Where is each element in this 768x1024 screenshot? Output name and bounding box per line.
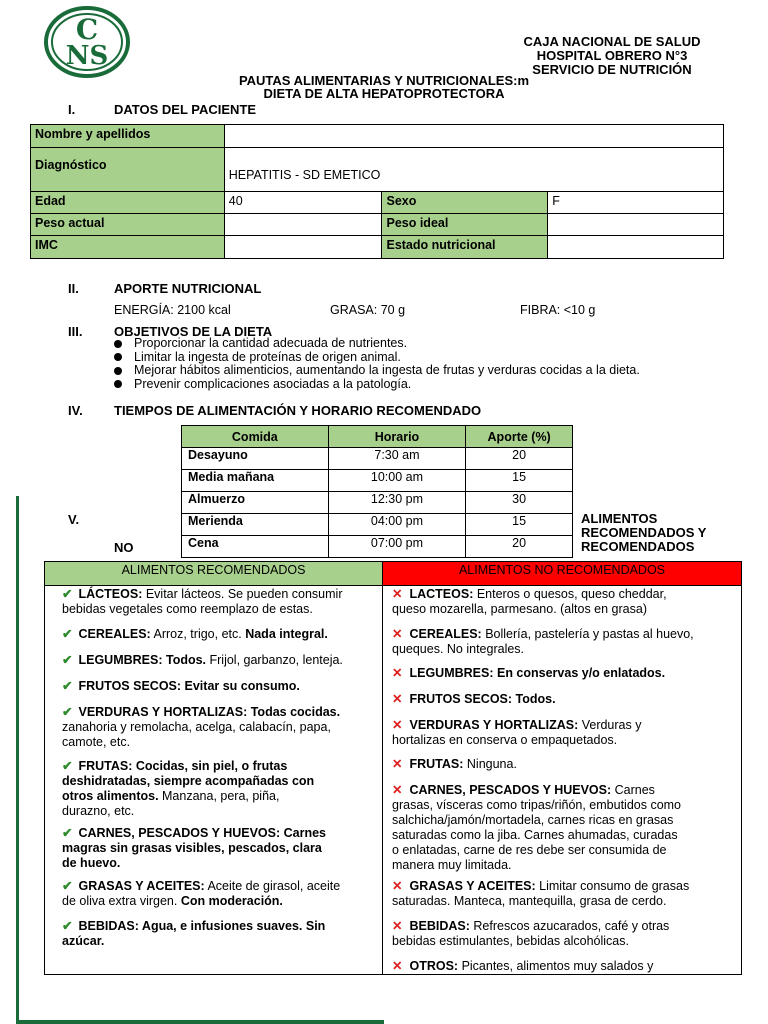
diagnosis-value: HEPATITIS - SD EMETICO [224,148,723,192]
section-1-number: I. [68,102,76,117]
section-3-title: OBJETIVOS DE LA DIETA [114,324,273,339]
doc-title-2: DIETA DE ALTA HEPATOPROTECTORA [263,86,505,101]
check-icon: ✔ [62,653,73,667]
bullet-icon [114,340,122,348]
doc-title-1: PAUTAS ALIMENTARIAS Y NUTRICIONALES:m [238,73,530,88]
cross-icon: ✕ [392,783,403,797]
decorative-border-vertical [16,496,19,1024]
bullet-icon [114,353,122,361]
schedule-header-time: Horario [328,426,466,448]
weight-label: Peso actual [31,214,225,236]
bullet-icon [114,367,122,375]
norec-cereals: ✕ CEREALES: Bollería, pastelería y pastas al huevo, queques. No integrales. [392,627,694,656]
column-divider [382,585,383,974]
section-3-number: III. [68,324,83,339]
name-value [224,125,723,148]
norec-meats: ✕ CARNES, PESCADOS Y HUEVOS: Carnes grasas, vísceras como tripas/riñón, embutidos como salchicha/jamón/mortadela, carnes ricas en grasas saturadas como la jiba. Carnes ahumadas, curadas o enlatadas, carne de res debe ser consumida de manera muy limitada. [392,783,682,872]
norec-legumes: ✕ LEGUMBRES: En conservas y/o enlatados. [392,666,666,680]
food-table [44,561,742,975]
org-line-1: CAJA NACIONAL DE SALUD [523,34,701,49]
table-row: Cena 07:00 pm 20 [182,536,573,558]
age-value: 40 [224,192,382,214]
not-recommended-header: ALIMENTOS NO RECOMENDADOS [383,562,741,586]
norec-dairy: ✕ LACTEOS: Enteros o quesos, queso cheddar, queso mozarella, parmesano. (altos en grasa) [392,587,667,616]
check-icon: ✔ [62,587,73,601]
svg-text:NS: NS [65,41,109,71]
svg-text:C: C [75,13,99,46]
table-row: Media mañana 10:00 am 15 [182,470,573,492]
section-4-number: IV. [68,403,83,418]
objectives-list [112,337,640,391]
table-row: Merienda 04:00 pm 15 [182,514,573,536]
rec-dairy: ✔ LÁCTEOS: Evitar lácteos. Se pueden consumir bebidas vegetales como reemplazo de estas. [62,587,343,616]
cross-icon: ✕ [392,666,403,680]
check-icon: ✔ [62,679,73,693]
cross-icon: ✕ [392,718,403,732]
recommended-header: ALIMENTOS RECOMENDADOS [45,562,383,586]
cns-logo [44,6,130,78]
cross-icon: ✕ [392,692,403,706]
check-icon: ✔ [62,627,73,641]
section-2-number: II. [68,281,79,296]
table-row: Desayuno 7:30 am 20 [182,448,573,470]
org-line-3: SERVICIO DE NUTRICIÓN [532,62,692,77]
name-label: Nombre y apellidos [31,125,225,148]
check-icon: ✔ [62,705,73,719]
cross-icon: ✕ [392,959,403,973]
decorative-border-horizontal [16,1020,384,1024]
weight-value [224,214,382,236]
norec-drinks: ✕ BEBIDAS: Refrescos azucarados, café y otras bebidas estimulantes, bebidas alcohólicas. [392,919,670,948]
rec-nuts: ✔ FRUTOS SECOS: Evitar su consumo. [62,679,300,693]
check-icon: ✔ [62,919,73,933]
bullet-icon [114,380,122,388]
section-2-title: APORTE NUTRICIONAL [114,281,262,296]
ideal-weight-value [548,214,724,236]
section-5-number: V. [68,512,80,527]
energy-value: ENERGÍA: 2100 kcal [114,303,231,317]
nutrition-status-label: Estado nutricional [382,236,548,259]
norec-nuts: ✕ FRUTOS SECOS: Todos. [392,692,556,706]
check-icon: ✔ [62,879,73,893]
age-label: Edad [31,192,225,214]
schedule-header-meal: Comida [182,426,329,448]
section-1-title: DATOS DEL PACIENTE [114,102,257,117]
org-header [502,35,722,77]
norec-vegetables: ✕ VERDURAS Y HORTALIZAS: Verduras y hortalizas en conserva o empaquetados. [392,718,642,747]
cross-icon: ✕ [392,919,403,933]
diagnosis-label: Diagnóstico [31,148,225,192]
imc-label: IMC [31,236,225,259]
objective-item: Limitar la ingesta de proteínas de origen animal. [112,351,640,365]
rec-fats: ✔ GRASAS Y ACEITES: Aceite de girasol, aceite de oliva extra virgen. Con moderación. [62,879,341,908]
norec-fats: ✕ GRASAS Y ACEITES: Limitar consumo de grasas saturadas. Manteca, mantequilla, grasa de cerdo. [392,879,690,908]
section-4-title: TIEMPOS DE ALIMENTACIÓN Y HORARIO RECOMENDADO [114,403,482,418]
check-icon: ✔ [62,759,73,773]
fiber-value: FIBRA: <10 g [520,303,596,317]
imc-value [224,236,382,259]
cross-icon: ✕ [392,587,403,601]
objective-item: Proporcionar la cantidad adecuada de nutrientes. [112,337,640,351]
schedule-table [181,425,573,558]
cross-icon: ✕ [392,627,403,641]
nutrition-status-value [548,236,724,259]
org-line-2: HOSPITAL OBRERO N°3 [536,48,688,63]
rec-cereals: ✔ CEREALES: Arroz, trigo, etc. Nada integral. [62,627,328,641]
objective-item: Mejorar hábitos alimenticios, aumentando la ingesta de frutas y verduras cocidas a la dieta. [112,364,640,378]
rec-vegetables: ✔ VERDURAS Y HORTALIZAS: Todas cocidas. zanahoria y remolacha, acelga, calabacín, papa, camote, etc. [62,705,341,749]
norec-fruits: ✕ FRUTAS: Ninguna. [392,757,517,771]
section-5-title: ALIMENTOS RECOMENDADOS Y RECOMENDADOS [581,511,707,554]
ideal-weight-label: Peso ideal [382,214,548,236]
rec-meats: ✔ CARNES, PESCADOS Y HUEVOS: Carnes magras sin grasas visibles, pescados, clara de huevo. [62,826,327,870]
fat-value: GRASA: 70 g [330,303,406,317]
patient-table [30,124,724,259]
rec-fruits: ✔ FRUTAS: Cocidas, sin piel, o frutas deshidratadas, siempre acompañadas con otros alimentos. Manzana, pera, piña, durazno, etc. [62,759,315,818]
objective-item: Prevenir complicaciones asociadas a la patología. [112,378,640,392]
schedule-header-percent: Aporte (%) [466,426,573,448]
cross-icon: ✕ [392,879,403,893]
section-5-no-label: NO [114,540,134,555]
table-row: Almuerzo 12:30 pm 30 [182,492,573,514]
sex-label: Sexo [382,192,548,214]
check-icon: ✔ [62,826,73,840]
norec-others: ✕ OTROS: Picantes, alimentos muy salados y [392,959,654,973]
sex-value: F [548,192,724,214]
cross-icon: ✕ [392,757,403,771]
rec-legumes: ✔ LEGUMBRES: Todos. Frijol, garbanzo, lenteja. [62,653,343,667]
rec-drinks: ✔ BEBIDAS: Agua, e infusiones suaves. Sin azúcar. [62,919,326,948]
